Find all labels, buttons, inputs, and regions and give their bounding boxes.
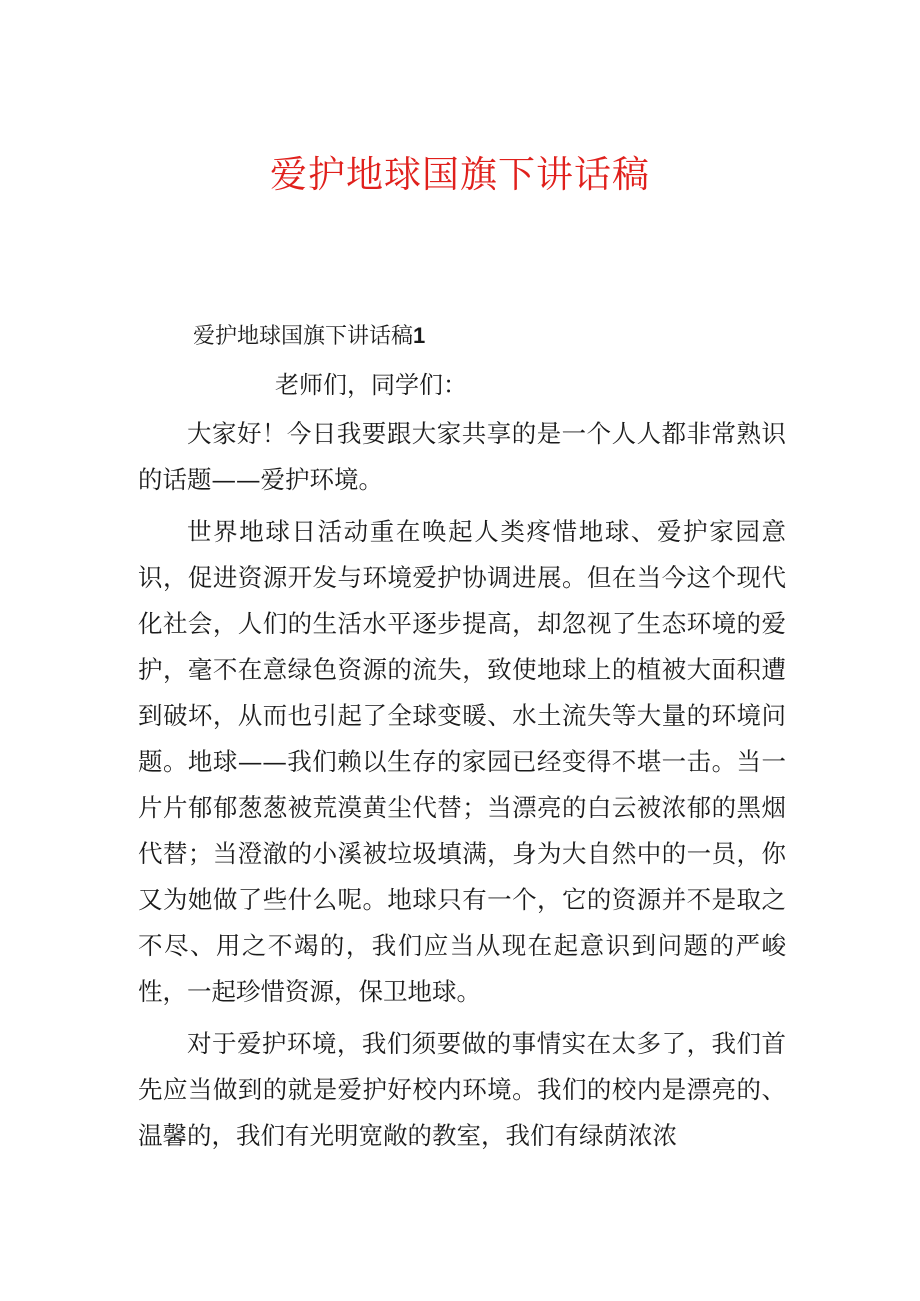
document-title: 爱护地球国旗下讲话稿 <box>270 153 650 196</box>
speech-subtitle <box>193 318 425 355</box>
speech-body <box>138 411 786 1159</box>
paragraph-campus: 对于爱护环境，我们须要做的事情实在太多了，我们首先应当做到的就是爱护好校内环境。我们的校内是漂亮的、温馨的，我们有光明宽敞的教室，我们有绿荫浓浓 <box>138 1029 786 1150</box>
subtitle-text: 爱护地球国旗下讲话稿 <box>193 324 414 349</box>
subtitle-number: 1 <box>413 323 426 348</box>
paragraph-earth-day: 世界地球日活动重在唤起人类疼惜地球、爱护家园意识，促进资源开发与环境爱护协调进展。但在当今这个现代化社会，人们的生活水平逐步提高，却忽视了生态环境的爱护，毫不在意绿色资源的流失，致使地球上的植被大面积遭到破坏，从而也引起了全球变暖、水土流失等大量的环境问题。地球——我们赖以生存的家园已经变得不堪一击。当一片片郁郁葱葱被荒漠黄尘代替；当漂亮的白云被浓郁的黑烟代替；当澄澈的小溪被垃圾填满，身为大自然中的一员，你又为她做了些什么呢。地球只有一个，它的资源并不是取之不尽、用之不竭的，我们应当从现在起意识到问题的严峻性，一起珍惜资源，保卫地球。 <box>138 517 786 1006</box>
paragraph-greeting: 大家好！今日我要跟大家共享的是一个人人都非常熟识的话题——爱护环境。 <box>138 419 786 494</box>
salutation: 老师们，同学们： <box>275 371 467 399</box>
